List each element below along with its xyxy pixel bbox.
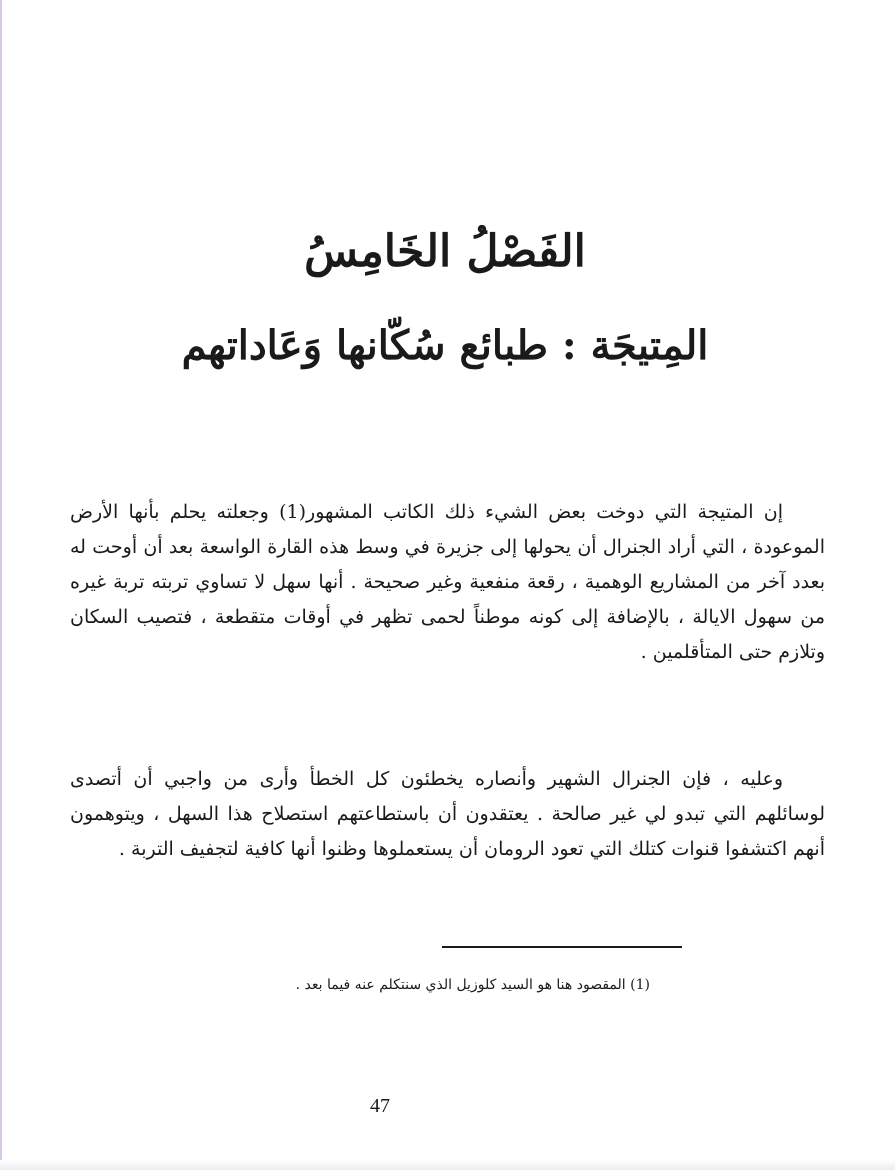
book-page xyxy=(60,0,830,1170)
page-bottom-edge xyxy=(0,1160,895,1170)
body-paragraph-2: وعليه ، فإن الجنرال الشهير وأنصاره يخطئون كل الخطأ وأرى من واجبي أن أتصدى لوسائلهم التي تبدو لي غير صالحة . يعتقدون أن باستطاعتهم استصلاح هذا السهل ، ويتوهمون أنهم اكتشفوا قنوات كتلك التي تعود الرومان أن يستعملوها وظنوا أنها كافية لتجفيف التربة . xyxy=(70,768,825,860)
page-number: 47 xyxy=(370,1095,390,1117)
footnote-separator xyxy=(442,946,682,948)
footnote: (1) المقصود هنا هو السيد كلوزيل الذي سنتكلم عنه فيما بعد . xyxy=(295,977,650,993)
chapter-title: الفَصْلُ الخَامِسُ xyxy=(304,226,586,277)
chapter-subtitle: المِتيجَة : طبائع سُكّانها وَعَاداتهم xyxy=(181,322,709,369)
body-paragraph-1: إن المتيجة التي دوخت بعض الشيء ذلك الكاتب المشهور(1) وجعلته يحلم بأنها الأرض الموعودة ، التي أراد الجنرال أن يحولها إلى جزيرة في وسط هذه القارة الواسعة بعد أن أوحت له بعدد آخر من المشاريع الوهمية ، رقعة منفعية وغير صحيحة . أنها سهل لا تساوي تربته تربة غيره من سهول الايالة ، بالإضافة إلى كونه موطناً لحمى تظهر في أوقات متقطعة ، فتصيب السكان وتلازم حتى المتأقلمين . xyxy=(70,501,825,663)
page-left-edge xyxy=(0,0,2,1170)
